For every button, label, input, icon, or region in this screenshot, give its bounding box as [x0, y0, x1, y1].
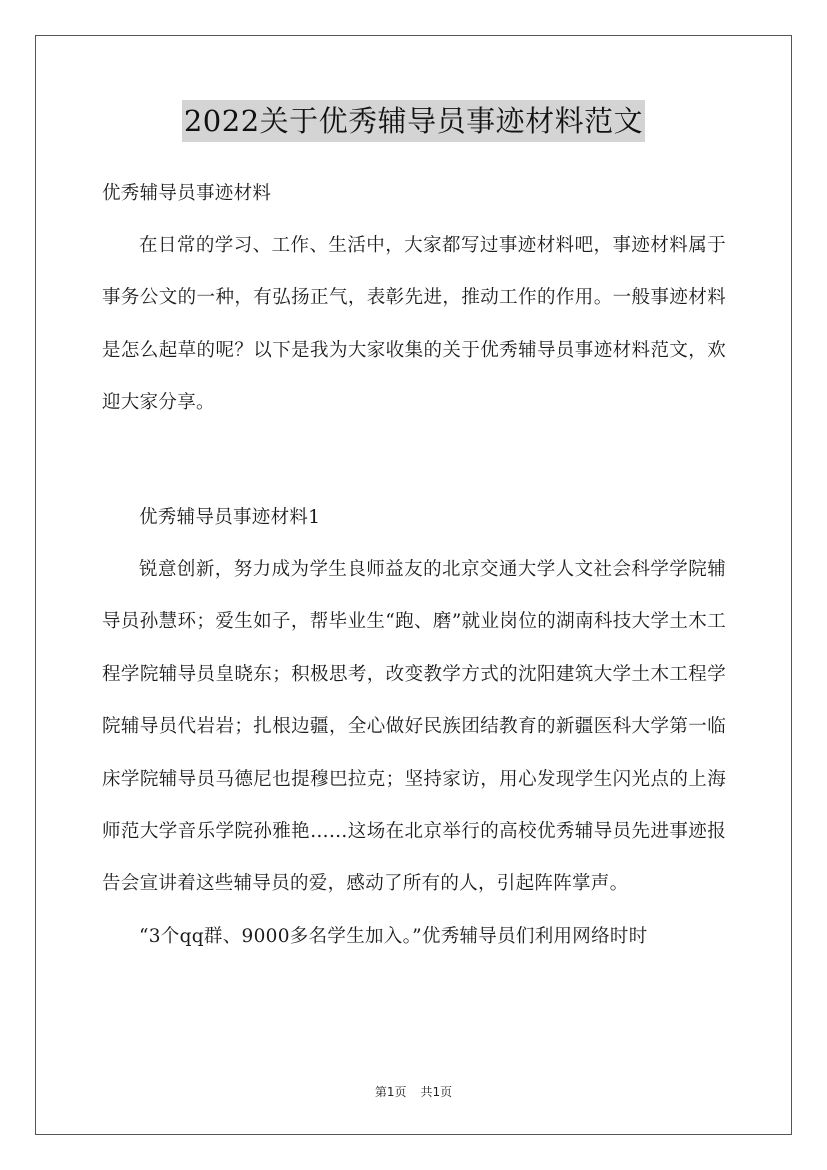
- section-body: [102, 544, 726, 963]
- page-total: 共1页: [420, 1085, 453, 1099]
- body-paragraph: “3个qq群、9000多名学生加入。”优秀辅导员们利用网络时时: [139, 925, 648, 947]
- page-number: 第1页: [374, 1085, 407, 1099]
- intro-paragraph: 在日常的学习、工作、生活中，大家都写过事迹材料吧，事迹材料属于事务公文的一种，有弘扬正气，表彰先进，推动工作的作用。一般事迹材料是怎么起草的呢？以下是我为大家收集的关于优秀辅导员事迹材料范文，欢迎大家分享。: [102, 235, 726, 414]
- document-title: 2022关于优秀辅导员事迹材料范文: [182, 100, 645, 142]
- document-subtitle: 优秀辅导员事迹材料: [102, 183, 272, 204]
- title-container: [0, 100, 827, 142]
- page-footer: [0, 1083, 827, 1100]
- body-paragraph: 锐意创新，努力成为学生良师益友的北京交通大学人文社会科学学院辅导员孙慧环；爱生如子，帮毕业生“跑、磨”就业岗位的湖南科技大学土木工程学院辅导员皇晓东；积极思考，改变教学方式的沈阳建筑大学土木工程学院辅导员代岩岩；扎根边疆，全心做好民族团结教育的新疆医科大学第一临床学院辅导员马德尼也提穆巴拉克；坚持家访，用心发现学生闪光点的上海师范大学音乐学院孙雅艳……这场在北京举行的高校优秀辅导员先进事迹报告会宣讲着这些辅导员的爱，感动了所有的人，引起阵阵掌声。: [102, 559, 726, 895]
- section-heading: 优秀辅导员事迹材料1: [139, 507, 321, 528]
